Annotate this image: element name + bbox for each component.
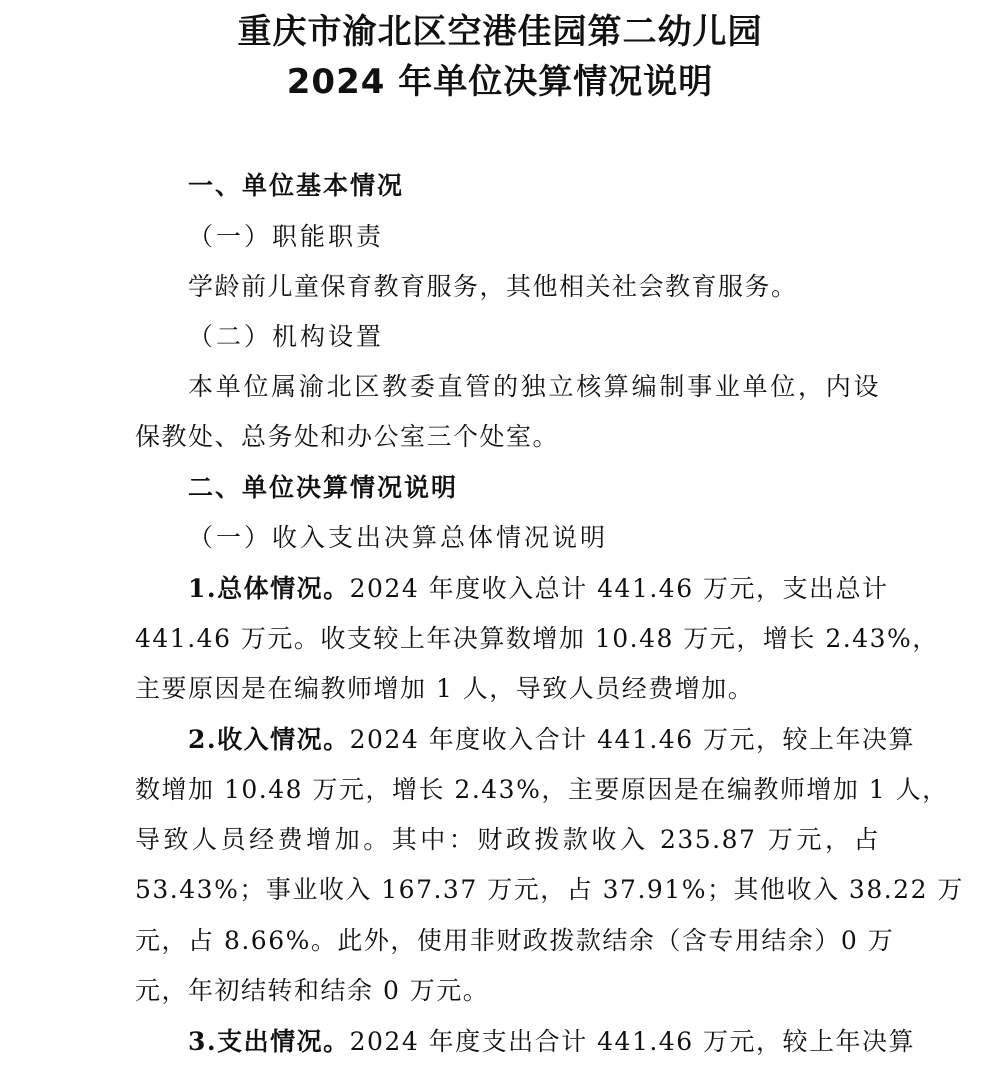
income-paragraph-line-5: 元，占 8.66%。此外，使用非财政拨款结余（含专用结余）0 万 — [135, 926, 895, 955]
subheading-income-expenditure: （一）收入支出决算总体情况说明 — [188, 523, 609, 552]
income-paragraph-line-2: 数增加 10.48 万元，增长 2.43%，主要原因是在编教师增加 1 人， — [135, 775, 949, 804]
income-lead: 2.收入情况。 — [188, 725, 350, 754]
overall-line-1-text: 2024 年度收入总计 441.46 万元，支出总计 — [349, 574, 889, 603]
section-heading-basic-info: 一、单位基本情况 — [188, 171, 405, 200]
income-line-1-text: 2024 年度收入合计 441.46 万元，较上年决算 — [349, 725, 916, 754]
income-paragraph-line-3: 导致人员经费增加。其中：财政拨款收入 235.87 万元，占 — [135, 825, 880, 854]
income-paragraph-line-6: 元，年初结转和结余 0 万元。 — [135, 976, 490, 1005]
organization-text-line-2: 保教处、总务处和办公室三个处室。 — [135, 422, 560, 451]
overall-lead: 1.总体情况。 — [188, 574, 350, 603]
overall-paragraph-line-1 — [188, 573, 889, 605]
income-paragraph-line-1 — [188, 724, 916, 756]
subheading-functions: （一）职能职责 — [188, 222, 385, 251]
overall-paragraph-line-3: 主要原因是在编教师增加 1 人，导致人员经费增加。 — [135, 674, 755, 703]
subheading-organization: （二）机构设置 — [188, 322, 385, 351]
expenditure-paragraph-line-1 — [188, 1026, 916, 1058]
income-paragraph-line-4: 53.43%；事业收入 167.37 万元，占 37.91%；其他收入 38.22 万 — [135, 875, 964, 904]
expenditure-line-1-text: 2024 年度支出合计 441.46 万元，较上年决算 — [349, 1027, 916, 1056]
document-title-line-1: 重庆市渝北区空港佳园第二幼儿园 — [237, 12, 763, 52]
document-title-line-2: 2024 年单位决算情况说明 — [286, 62, 714, 102]
expenditure-lead: 3.支出情况。 — [188, 1027, 350, 1056]
functions-text: 学龄前儿童保育教育服务，其他相关社会教育服务。 — [188, 272, 798, 301]
overall-paragraph-line-2: 441.46 万元。收支较上年决算数增加 10.48 万元，增长 2.43%， — [135, 624, 939, 653]
organization-text-line-1: 本单位属渝北区教委直管的独立核算编制事业单位，内设 — [188, 372, 880, 401]
section-heading-final-accounts: 二、单位决算情况说明 — [188, 473, 459, 502]
